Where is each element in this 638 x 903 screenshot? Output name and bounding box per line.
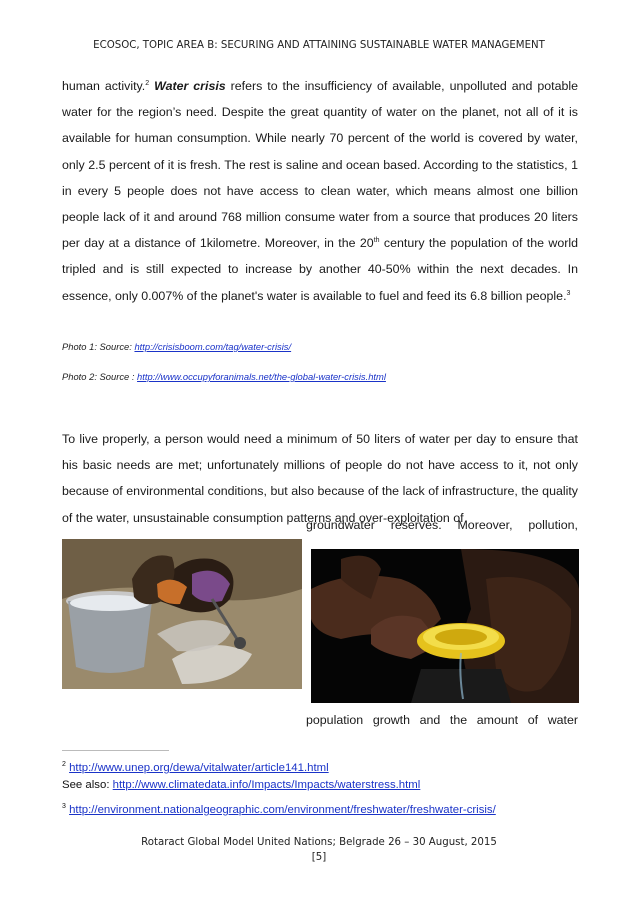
ordinal-suffix: th: [373, 237, 380, 245]
paragraph-lead: human activity.: [62, 79, 146, 93]
footnote-ref-3[interactable]: 3: [566, 289, 571, 297]
paragraph-body-continued: century the population of the world tripled and is still expected to increase by another 40-50% within the next decades. In essence, only 0.007% of the planet's water is available to fuel and feed its 6.8 billion people.: [62, 236, 578, 303]
see-also-label: See also:: [62, 779, 113, 791]
photo-credit-link[interactable]: http://www.occupyforanimals.net/the-global-water-crisis.html: [137, 371, 386, 382]
paragraph-basic-needs-tail: groundwater reserves. Moreover, pollution,: [306, 518, 578, 532]
footnote-link[interactable]: http://www.climatedata.info/Impacts/Impacts/waterstress.html: [112, 779, 421, 791]
paragraph-water-crisis: [62, 73, 578, 309]
photo-credit-link[interactable]: http://crisisboom.com/tag/water-crisis/: [134, 341, 292, 352]
footnote-2: [62, 760, 329, 776]
footnote-link[interactable]: http://www.unep.org/dewa/vitalwater/article141.html: [69, 762, 329, 774]
photo-children-collecting-water: [62, 539, 302, 689]
paragraph-body: refers to the insufficiency of available, unpolluted and potable water for the region’s need. Despite the great quantity of water on the planet, not all of it is available for human consumption. While nearly 70 percent of the world is covered by water, only 2.5 percent of it is fresh. The rest is saline and ocean based. According to the statistics, 1 in every 5 people does not have access to clean water, which means almost one billion people lack of it and around 768 million consume water from a source that produces 20 liters per day at a distance of 1kilometre. Moreover, in the 20: [62, 79, 578, 251]
footnote-number: 2: [62, 761, 66, 768]
page-footer: Rotaract Global Model United Nations; Belgrade 26 – 30 August, 2015: [141, 837, 497, 848]
page-number: [5]: [311, 852, 327, 863]
photo-credit-label: Photo 2: Source :: [62, 371, 138, 382]
footnote-ref-2[interactable]: 2: [145, 80, 150, 87]
footnote-link[interactable]: http://environment.nationalgeographic.com/environment/freshwater/freshwater-crisis/: [69, 804, 496, 816]
footnote-3: [62, 802, 496, 818]
photo-child-drinking-water: [311, 549, 579, 703]
term-water-crisis: Water crisis: [154, 79, 226, 93]
paragraph-population-growth: population growth and the amount of water: [306, 713, 578, 727]
footnote-2-see-also: [62, 777, 420, 793]
page-header: ECOSOC, TOPIC AREA B: SECURING AND ATTAINING SUSTAINABLE WATER MANAGEMENT: [93, 40, 545, 51]
footnote-number: 3: [62, 803, 66, 810]
photo-credit-2: [62, 371, 386, 382]
paragraph-basic-needs: To live properly, a person would need a minimum of 50 liters of water per day to ensure that his basic needs are met; unfortunately millions of people do not have access to it, not only because of environmental conditions, but also because of the lack of infrastructure, the quality of the water, unsustainable consumption patterns and over-exploitation of: [62, 432, 578, 525]
photo-credit-label: Photo 1: Source:: [62, 341, 135, 352]
footnote-separator: [62, 750, 169, 751]
photo-credit-1: [62, 341, 291, 352]
